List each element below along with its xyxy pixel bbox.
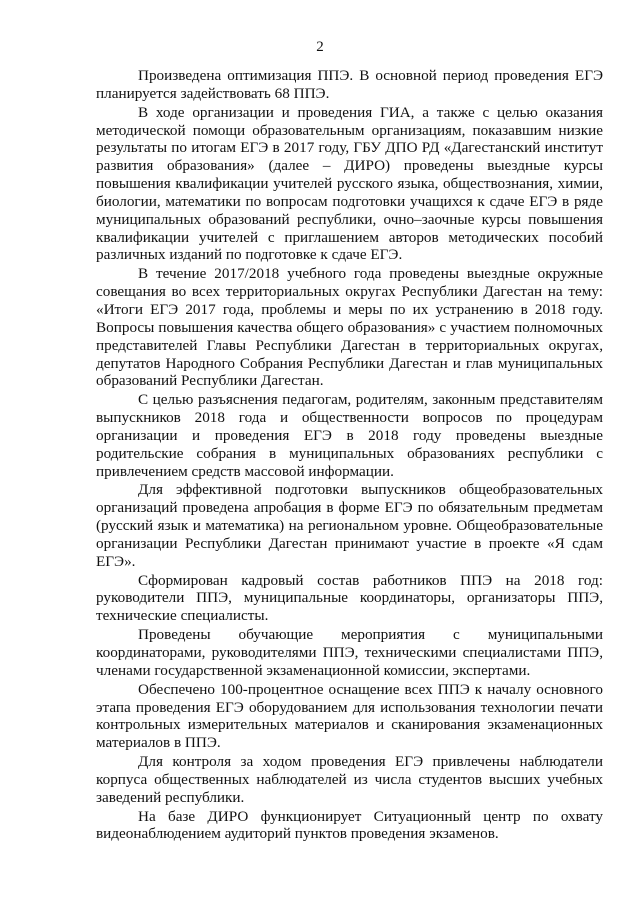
paragraph-situation-center: На базе ДИРО функционирует Ситуационный центр по охвату видеонаблюдением аудиторий пунктов проведения экзаменов. xyxy=(96,807,603,843)
page-number: 2 xyxy=(316,39,324,55)
paragraph-training-events: Проведены обучающие мероприятия с муниципальными координаторами, руководителями ППЭ, техническими специалистами ППЭ, членами государственной экзаменационной комиссии, экспертами. xyxy=(96,626,603,679)
paragraph-district-meetings: В течение 2017/2018 учебного года проведены выездные окружные совещания во всех территориальных округах Республики Дагестан на тему: «Итоги ЕГЭ 2017 года, проблемы и меры по их устранению в 2018 году. Вопросы повышения качества общего образования» с участием полномочных представителей Главы Республики Дагестан в территориальных округах, депутатов Народного Собрания Республики Дагестан и глав муниципальных образований Республики Дагестан. xyxy=(96,265,603,390)
document-body xyxy=(96,67,603,844)
paragraph-gia-courses: В ходе организации и проведения ГИА, а также с целью оказания методической помощи образовательным организациям, показавшим низкие результаты по итогам ЕГЭ в 2017 году, ГБУ ДПО РД «Дагестанский институт развития образования» (далее – ДИРО) проведены выездные курсы повышения квалификации учителей русского языка, обществознания, химии, биологии, математики по вопросам подготовки учащихся к сдаче ЕГЭ в ряде муниципальных образований республики, очно–заочные курсы повышения квалификации учителей с приглашением авторов методических пособий различных изданий по подготовке к сдаче ЕГЭ. xyxy=(96,103,603,264)
paragraph-observers: Для контроля за ходом проведения ЕГЭ привлечены наблюдатели корпуса общественных наблюдателей из числа студентов высших учебных заведений республики. xyxy=(96,753,603,806)
paragraph-parent-meetings: С целью разъяснения педагогам, родителям, законным представителям выпускников 2018 года и общественности вопросов по процедурам организации и проведения ЕГЭ в 2018 году проведены выездные родительские собрания в муниципальных образованиях республики с привлечением средств массовой информации. xyxy=(96,391,603,480)
paragraph-equipment: Обеспечено 100-процентное оснащение всех ППЭ к началу основного этапа проведения ЕГЭ оборудованием для использования технологии печати контрольных измерительных материалов и сканирования экзаменационных материалов в ППЭ. xyxy=(96,680,603,752)
paragraph-ege-approbation: Для эффективной подготовки выпускников общеобразовательных организаций проведена апробация в форме ЕГЭ по обязательным предметам (русский язык и математика) на региональном уровне. Общеобразовательные организации Республики Дагестан принимают участие в проекте «Я сдам ЕГЭ». xyxy=(96,481,603,570)
paragraph-staff-composition: Сформирован кадровый состав работников ППЭ на 2018 год: руководители ППЭ, муниципальные координаторы, организаторы ППЭ, технические специалисты. xyxy=(96,571,603,625)
paragraph-ppe-optimization: Произведена оптимизация ППЭ. В основной период проведения ЕГЭ планируется задействовать 68 ППЭ. xyxy=(96,67,603,102)
